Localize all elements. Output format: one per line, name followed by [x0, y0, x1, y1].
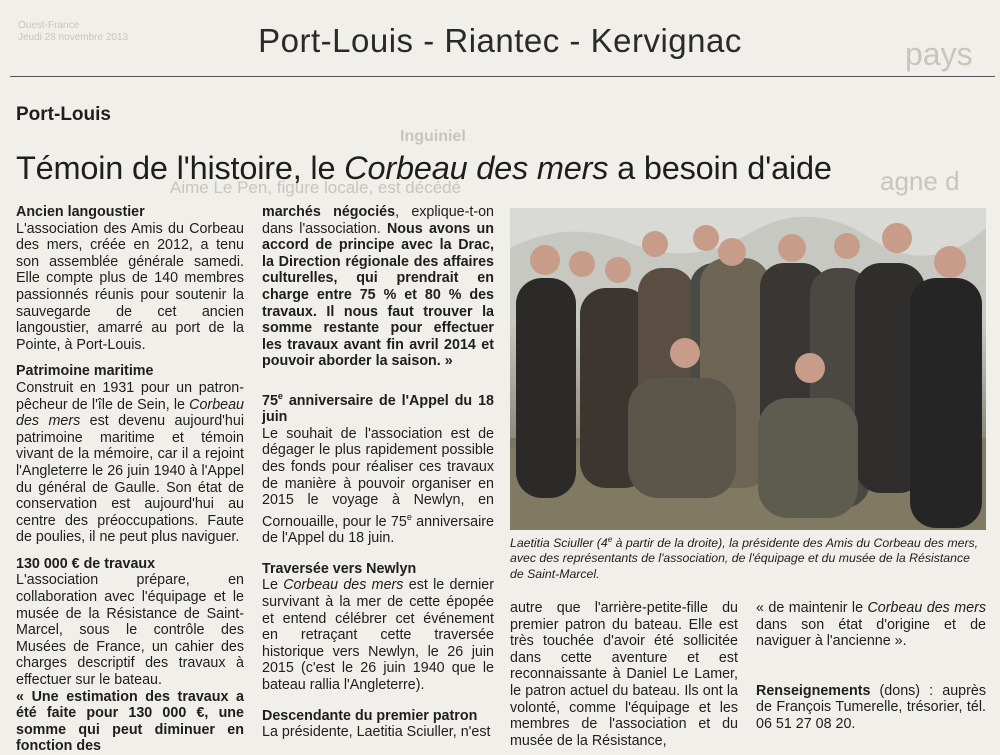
paragraph: La présidente, Laetitia Sciuller, n'est: [262, 724, 491, 741]
article-column-3: [510, 600, 738, 749]
ghost-text-scrap: Aime Le Pen, figure locale, est décédé: [170, 178, 462, 197]
paragraph: L'association des Amis du Corbeau des mers, créée en 2012, a tenu son assemblée générale samedi. Elle compte plus de 140 membres passionnés réunis pour soutenir la sauvegarde de cet ancien langoustier, amarré au port de la Pointe, à Port-Louis.: [16, 220, 244, 353]
header-rule: [10, 76, 995, 77]
subhead-descendante: Descendante du premier patron: [262, 707, 478, 724]
paragraph: autre que l'arrière-petite-fille du premier patron du bateau. Elle est très touchée d'avoir été sollicitée dans cette aventure et est reconnaissante à Daniel Le Lamer, le patron actuel du bateau. Ils ont la volonté, comme l'équipage et les membres de l'association et du musée de la Résistance,: [510, 600, 738, 749]
subhead-patrimoine-maritime: Patrimoine maritime: [16, 363, 154, 380]
paragraph-quote: « de maintenir le Corbeau des mers dans son état d'origine et de naviguer à l'ancienne ».: [756, 600, 986, 650]
article-column-4: [756, 600, 986, 740]
ghost-text-pays: pays: [905, 36, 973, 72]
photo-caption: Laetitia Sciuller (4e à partir de la droite), la présidente des Amis du Corbeau des mers, avec des représentants de l'association, de l'équipage et du musée de la Résistance de Saint-Marcel.: [510, 535, 979, 581]
paragraph: L'association prépare, en collaboration avec l'équipage et le musée de la Résistance de Saint-Marcel, sous le contrôle des Musées de France, un cahier des charges descriptif des travaux à effectuer sur le bateau.: [16, 572, 244, 689]
subhead-anniversaire: 75e anniversaire de l'Appel du 18 juin: [262, 390, 494, 426]
ghost-text-masthead: Ouest-France Jeudi 28 novembre 2013: [18, 20, 129, 43]
paragraph: marchés négociés, explique-t-on dans l'association. Nous avons un accord de principe avec la Drac, la Direction régionale des affaires culturelles, qui prendrait en charge entre 75 % et 80 % des travaux. Il nous faut trouver la somme restante pour effectuer les travaux avant fin avril 2014 et pouvoir aborder la saison. »: [262, 204, 494, 370]
page-header: Port-Louis - Riantec - Kervignac: [258, 22, 742, 59]
group-photo: [510, 208, 986, 530]
article-column-1: [16, 204, 244, 755]
ghost-text-inguiniel: Inguiniel: [400, 128, 466, 145]
group-photo-illustration: [510, 208, 986, 530]
paragraph: Construit en 1931 pour un patron-pêcheur de l'île de Sein, le Corbeau des mers est devenu aujourd'hui patrimoine maritime et témoin vivant de la mémoire, car il a rejoint l'Angleterre le 26 juin 1940 à l'Appel du général de Gaulle. Son état de conservation est aujourd'hui au centre des préoccupations. Faute de poulies, il ne peut plus naviguer.: [16, 379, 244, 546]
paragraph: Le Corbeau des mers est le dernier survivant à la mer de cette épopée et entend célébrer cet événement en retraçant cette traversée historique vers Newlyn, le 26 juin 2015 (c'est le 26 juin 1940 que le bateau rallia l'Angleterre).: [262, 577, 495, 693]
article-headline: Témoin de l'histoire, le Corbeau des mers a besoin d'aide: [16, 150, 832, 186]
article-column-2: [262, 204, 494, 744]
info-paragraph: Renseignements (dons) : auprès de François Tumerelle, trésorier, tél. 06 51 27 08 20.: [756, 682, 986, 732]
ghost-text-right: agne d: [880, 166, 960, 196]
subhead-ancien-langoustier: Ancien langoustier: [16, 204, 145, 220]
subhead-travaux: 130 000 € de travaux: [16, 555, 156, 572]
paragraph-quote: « Une estimation des travaux a été faite pour 130 000 €, une somme qui peut diminuer en fonction des: [16, 688, 244, 755]
section-label: Port-Louis: [16, 104, 111, 125]
paragraph: Le souhait de l'association est de dégager le plus rapidement possible des fonds pour réaliser ces travaux de manière à pouvoir organiser en 2015 le voyage à Newlyn, en Cornouaille, pour le 75e anniversaire de l'Appel du 18 juin.: [262, 425, 494, 547]
subhead-traversee: Traversée vers Newlyn: [262, 560, 417, 577]
